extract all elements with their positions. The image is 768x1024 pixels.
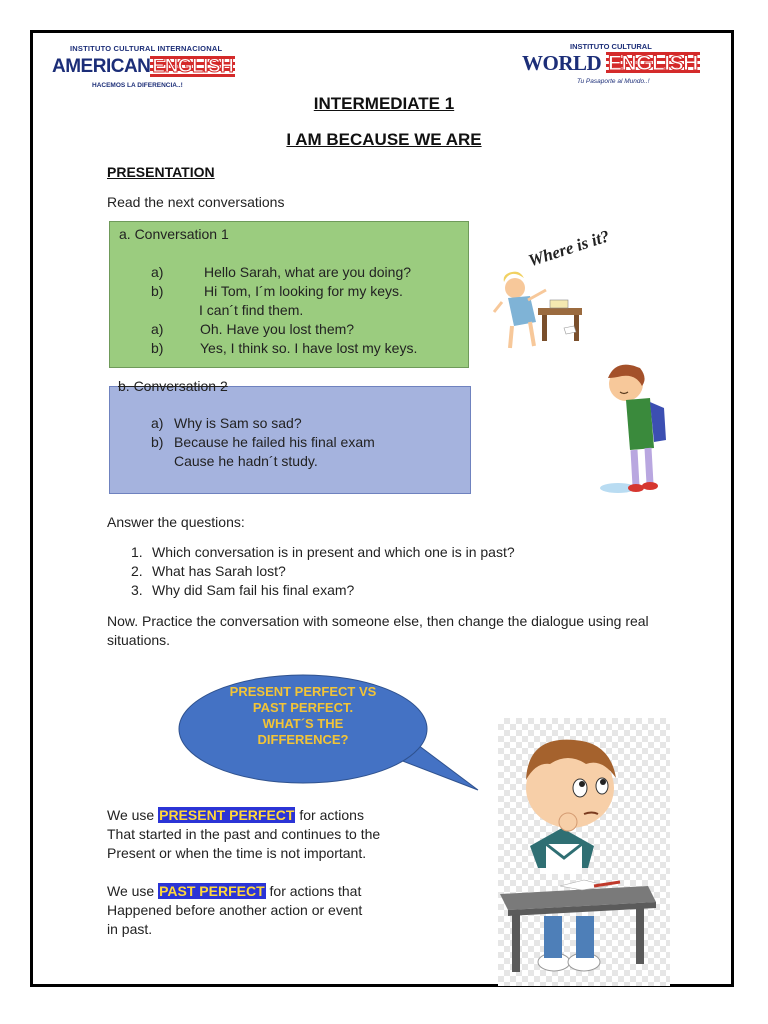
logo-right-top-line: INSTITUTO CULTURAL <box>570 42 652 51</box>
speech-bubble-text <box>178 684 428 748</box>
present-perfect-highlight: PRESENT PERFECT <box>159 807 295 823</box>
past-perfect-highlight: PAST PERFECT <box>159 883 265 899</box>
logo-right-tagline: Tu Pasaporte al Mundo..! <box>577 78 650 85</box>
sad-boy-illustration <box>596 356 678 501</box>
conversation-2-heading: b. Conversation 2 <box>118 378 228 394</box>
conv2-line: Why is Sam so sad? <box>174 415 302 431</box>
logo-left-top-line: INSTITUTO CULTURAL INTERNACIONAL <box>70 44 223 53</box>
logo-left-brand-a: AMERICAN <box>52 56 151 77</box>
conv2-line: Because he failed his final exam <box>174 434 375 450</box>
conversation-1-heading: a. Conversation 1 <box>119 226 229 242</box>
bubble-line: PAST PERFECT. <box>252 700 354 715</box>
present-perfect-line-2: That started in the past and continues to the <box>107 826 381 842</box>
present-perfect-line-1 <box>107 806 364 825</box>
page-subtitle: I AM BECAUSE WE ARE <box>286 130 482 149</box>
question-number: 1. <box>131 544 143 560</box>
past-perfect-line-2: Happened before another action or event <box>107 902 363 918</box>
conversation-1-box <box>109 221 469 368</box>
past-perfect-post: for actions that <box>265 883 362 899</box>
logo-left-brand-b: ENGLISH <box>152 56 234 77</box>
page-title: INTERMEDIATE 1 <box>313 94 455 113</box>
question-number: 2. <box>131 563 143 579</box>
question-text: Which conversation is in present and which one is in past? <box>152 544 515 560</box>
practice-instructions: Now. Practice the conversation with someone else, then change the dialogue using real situations. <box>107 613 649 648</box>
conv2-line: Cause he hadn´t study. <box>174 453 318 469</box>
question-text: What has Sarah lost? <box>152 563 286 579</box>
speech-bubble <box>178 674 428 784</box>
present-perfect-post: for actions <box>295 807 364 823</box>
conversation-2-box <box>109 386 471 494</box>
conv1-marker: b) <box>151 283 164 299</box>
past-perfect-pre: We use <box>107 883 159 899</box>
logo-right-brand-a: WORLD <box>522 51 602 75</box>
logo-right-brand-b: ENGLISH <box>607 52 698 75</box>
bubble-line: WHAT´S THE <box>262 716 344 731</box>
present-perfect-pre: We use <box>107 807 159 823</box>
present-perfect-line-3: Present or when the time is not important. <box>107 845 367 861</box>
logo-left-brand <box>52 56 235 78</box>
american-english-logo <box>48 44 258 96</box>
conv1-line: Oh. Have you lost them? <box>200 321 355 337</box>
intro-text: Read the next conversations <box>107 194 285 210</box>
past-perfect-line-3: in past. <box>107 921 153 937</box>
bubble-line: PRESENT PERFECT VS <box>229 684 377 699</box>
answer-heading: Answer the questions: <box>107 514 245 530</box>
question-number: 3. <box>131 582 143 598</box>
logo-left-tagline: HACEMOS LA DIFERENCIA..! <box>92 82 183 89</box>
bubble-line: DIFFERENCE? <box>257 732 349 747</box>
conv2-marker: a) <box>151 415 164 431</box>
world-english-logo <box>522 42 722 92</box>
conv1-line: Yes, I think so. I have lost my keys. <box>200 340 418 356</box>
conv1-line: Hello Sarah, what are you doing? <box>204 264 412 280</box>
conv1-marker: a) <box>151 321 164 337</box>
conv1-line: I can´t find them. <box>199 302 304 318</box>
section-heading: PRESENTATION <box>107 164 215 180</box>
conv1-line: Hi Tom, I´m looking for my keys. <box>204 283 403 299</box>
question-text: Why did Sam fail his final exam? <box>152 582 355 598</box>
conv1-marker: a) <box>151 264 164 280</box>
conv1-marker: b) <box>151 340 164 356</box>
searching-girl-illustration <box>490 226 612 355</box>
conv2-marker: b) <box>151 434 164 450</box>
where-is-it-caption: Where is it? <box>525 226 612 271</box>
past-perfect-line-1 <box>107 882 361 901</box>
logo-right-brand <box>522 51 700 76</box>
thinking-boy-illustration <box>498 718 670 986</box>
